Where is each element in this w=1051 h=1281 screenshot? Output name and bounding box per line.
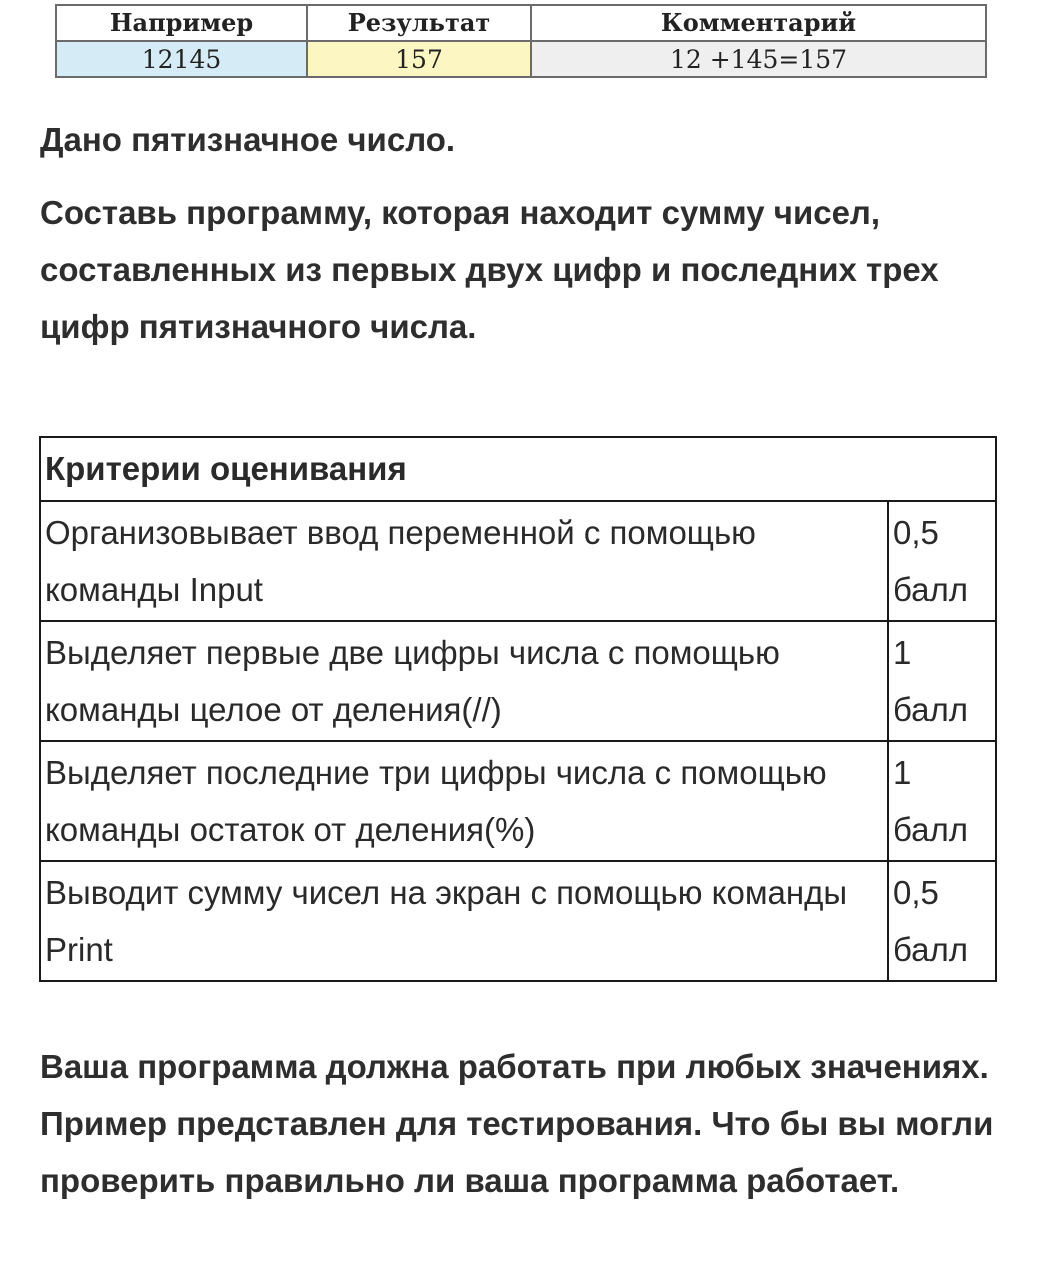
example-header-result: Результат <box>307 5 531 41</box>
example-result-value: 157 <box>307 41 531 77</box>
example-header-example: Например <box>56 5 307 41</box>
criteria-score: 1 балл <box>888 621 996 741</box>
criteria-header-row <box>40 437 996 501</box>
example-header-row <box>56 5 986 41</box>
task-statement: Дано пятизначное число. <box>40 121 456 158</box>
criteria-text: Организовывает ввод переменной с помощью команды Input <box>40 501 888 621</box>
criteria-score: 1 балл <box>888 741 996 861</box>
criteria-title: Критерии оценивания <box>40 437 996 501</box>
criteria-score: 0,5 балл <box>888 861 996 981</box>
example-input-value: 12145 <box>56 41 307 77</box>
example-comment-value: 12 +145=157 <box>531 41 986 77</box>
criteria-row <box>40 741 996 861</box>
criteria-score: 0,5 балл <box>888 501 996 621</box>
criteria-table <box>39 436 997 982</box>
criteria-row <box>40 861 996 981</box>
footer-note: Ваша программа должна работать при любых значениях. Пример представлен для тестирования. Что бы вы могли проверить правильно ли ваша программа работает. <box>40 1048 994 1199</box>
task-description: Составь программу, которая находит сумму чисел, составленных из первых двух цифр и последних трех цифр пятизначного числа. <box>40 194 939 345</box>
criteria-text: Выделяет последние три цифры числа с помощью команды остаток от деления(%) <box>40 741 888 861</box>
criteria-row <box>40 621 996 741</box>
criteria-text: Выводит сумму чисел на экран с помощью команды Print <box>40 861 888 981</box>
example-table <box>55 4 987 78</box>
example-data-row <box>56 41 986 77</box>
criteria-row <box>40 501 996 621</box>
criteria-text: Выделяет первые две цифры числа с помощью команды целое от деления(//) <box>40 621 888 741</box>
example-header-comment: Комментарий <box>531 5 986 41</box>
